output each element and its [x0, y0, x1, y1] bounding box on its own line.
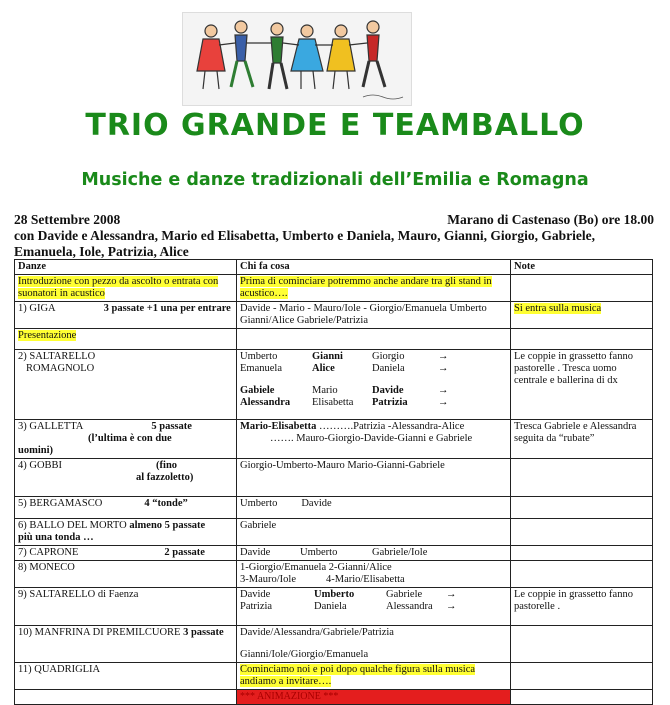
guests-line-2: Emanuela, Iole, Patrizia, Alice: [14, 244, 189, 259]
presentation-label: Presentazione: [18, 330, 77, 341]
event-guests: [14, 228, 654, 260]
event-location: Marano di Castenaso (Bo) ore 18.00: [447, 212, 654, 227]
dance-name: 10) MANFRINA DI PREMILCUORE: [18, 627, 181, 638]
intro-who: Prima di cominciare potremmo anche andare tra gli stand in acustico….: [240, 276, 492, 299]
who-cell: Giorgio-Umberto-Mauro Mario-Gianni-Gabriele: [237, 459, 511, 497]
page-subtitle: Musiche e danze tradizionali dell’Emilia e Romagna: [81, 170, 589, 190]
empty-cell: [511, 519, 653, 546]
note-cell: Tresca Gabriele e Alessandra seguita da “rubate”: [511, 420, 653, 459]
pair-line: Davide Umberto Gabriele →: [240, 589, 457, 600]
table-row: 8) MONECO 1-Giorgio/Emanuela 2-Gianni/Alice 3-Mauro/Iole 4-Mario/Elisabetta: [15, 561, 653, 588]
who-cell: Gabriele: [237, 519, 511, 546]
dancers-logo: [182, 12, 412, 106]
empty-cell: [511, 663, 653, 690]
empty-cell: [511, 497, 653, 519]
dancers-illustration: [183, 13, 411, 105]
program-table: [14, 259, 653, 705]
table-row: 4) GOBBI (fino al fazzoletto) Giorgio-Umberto-Mauro Mario-Gianni-Gabriele: [15, 459, 653, 497]
table-row: [15, 302, 653, 329]
dance-name: 3) GALLETTA: [18, 421, 84, 432]
empty-cell: [511, 459, 653, 497]
column-header-dance: Danze: [15, 260, 237, 275]
empty-cell: [237, 329, 511, 350]
note-cell: Si entra sulla musica: [514, 303, 602, 314]
column-header-notes: Note: [511, 260, 653, 275]
table-row: 3) GALLETTA 5 passate (l’ultima è con due uomini) Mario-Elisabetta ……….Patrizia -Alessandra-Alice ……. Mauro-Giorgio-Davide-Gianni e Gabriele Tresca Gabriele e Alessandra seguita da “rubate”: [15, 420, 653, 459]
empty-cell: [511, 561, 653, 588]
event-date: 28 Settembre 2008: [14, 212, 121, 227]
table-row: 7) CAPRONE 2 passate Davide Umberto Gabriele/Iole: [15, 546, 653, 561]
table-row: 5) BERGAMASCO 4 “tonde” Umberto Davide: [15, 497, 653, 519]
dance-name: 5) BERGAMASCO: [18, 498, 103, 509]
pair-line: Umberto Gianni Giorgio →: [240, 351, 449, 362]
event-date-line: [14, 212, 654, 228]
table-header-row: [15, 260, 653, 275]
column-header-who: Chi fa cosa: [237, 260, 511, 275]
table-row: [15, 588, 653, 626]
table-row: [15, 329, 653, 350]
note-cell: Le coppie in grassetto fanno pastorelle .: [511, 588, 653, 626]
dance-name: 2) SALTARELLO: [18, 351, 96, 362]
dance-detail: 3 passate +1 una per entrare: [103, 303, 231, 314]
table-row: [15, 275, 653, 302]
empty-cell: [511, 626, 653, 663]
page-title: TRIO GRANDE E TEAMBALLO: [85, 108, 585, 143]
animation-banner: *** ANIMAZIONE ***: [237, 690, 511, 705]
empty-cell: [511, 275, 653, 302]
dance-subname: ROMAGNOLO: [26, 363, 95, 374]
table-row: 10) MANFRINA DI PREMILCUORE 3 passate Davide/Alessandra/Gabriele/Patrizia Gianni/Iole/Giorgio/Emanuela: [15, 626, 653, 663]
pair-line: Gabiele Mario Davide →: [240, 385, 449, 396]
note-cell: Le coppie in grassetto fanno pastorelle . Tresca uomo centrale e ballerina di dx: [511, 350, 653, 420]
pair-line: Emanuela Alice Daniela →: [240, 363, 449, 374]
dance-name: 1) GIGA: [18, 303, 56, 314]
dance-name: 7) CAPRONE: [18, 547, 79, 558]
dance-name: 9) SALTARELLO di Faenza: [15, 588, 237, 626]
table-row: [15, 350, 653, 420]
intro-dance: Introduzione con pezzo da ascolto o entrata con suonatori in acustico: [18, 276, 219, 299]
guests-line-1: con Davide e Alessandra, Mario ed Elisabetta, Umberto e Daniela, Mauro, Gianni, Giorgio, Gabriele,: [14, 228, 595, 243]
who-cell: Davide - Mario - Mauro/Iole - Giorgio/Emanuela Umberto Gianni/Alice Gabriele/Patrizia: [237, 302, 511, 329]
dance-name: 4) GOBBI: [18, 460, 63, 471]
dance-name: 6) BALLO DEL MORTO: [18, 520, 127, 531]
who-cell: Cominciamo noi e poi dopo qualche figura sulla musica andiamo a invitare….: [240, 664, 476, 687]
pair-line: Alessandra Elisabetta Patrizia →: [240, 397, 449, 408]
pair-line: Patrizia Daniela Alessandra →: [240, 601, 457, 612]
table-row: 6) BALLO DEL MORTO almeno 5 passate più una tonda … Gabriele: [15, 519, 653, 546]
empty-cell: [511, 546, 653, 561]
table-row: [15, 663, 653, 690]
dance-name: 11) QUADRIGLIA: [15, 663, 237, 690]
dance-name: 8) MONECO: [15, 561, 237, 588]
empty-cell: [511, 329, 653, 350]
